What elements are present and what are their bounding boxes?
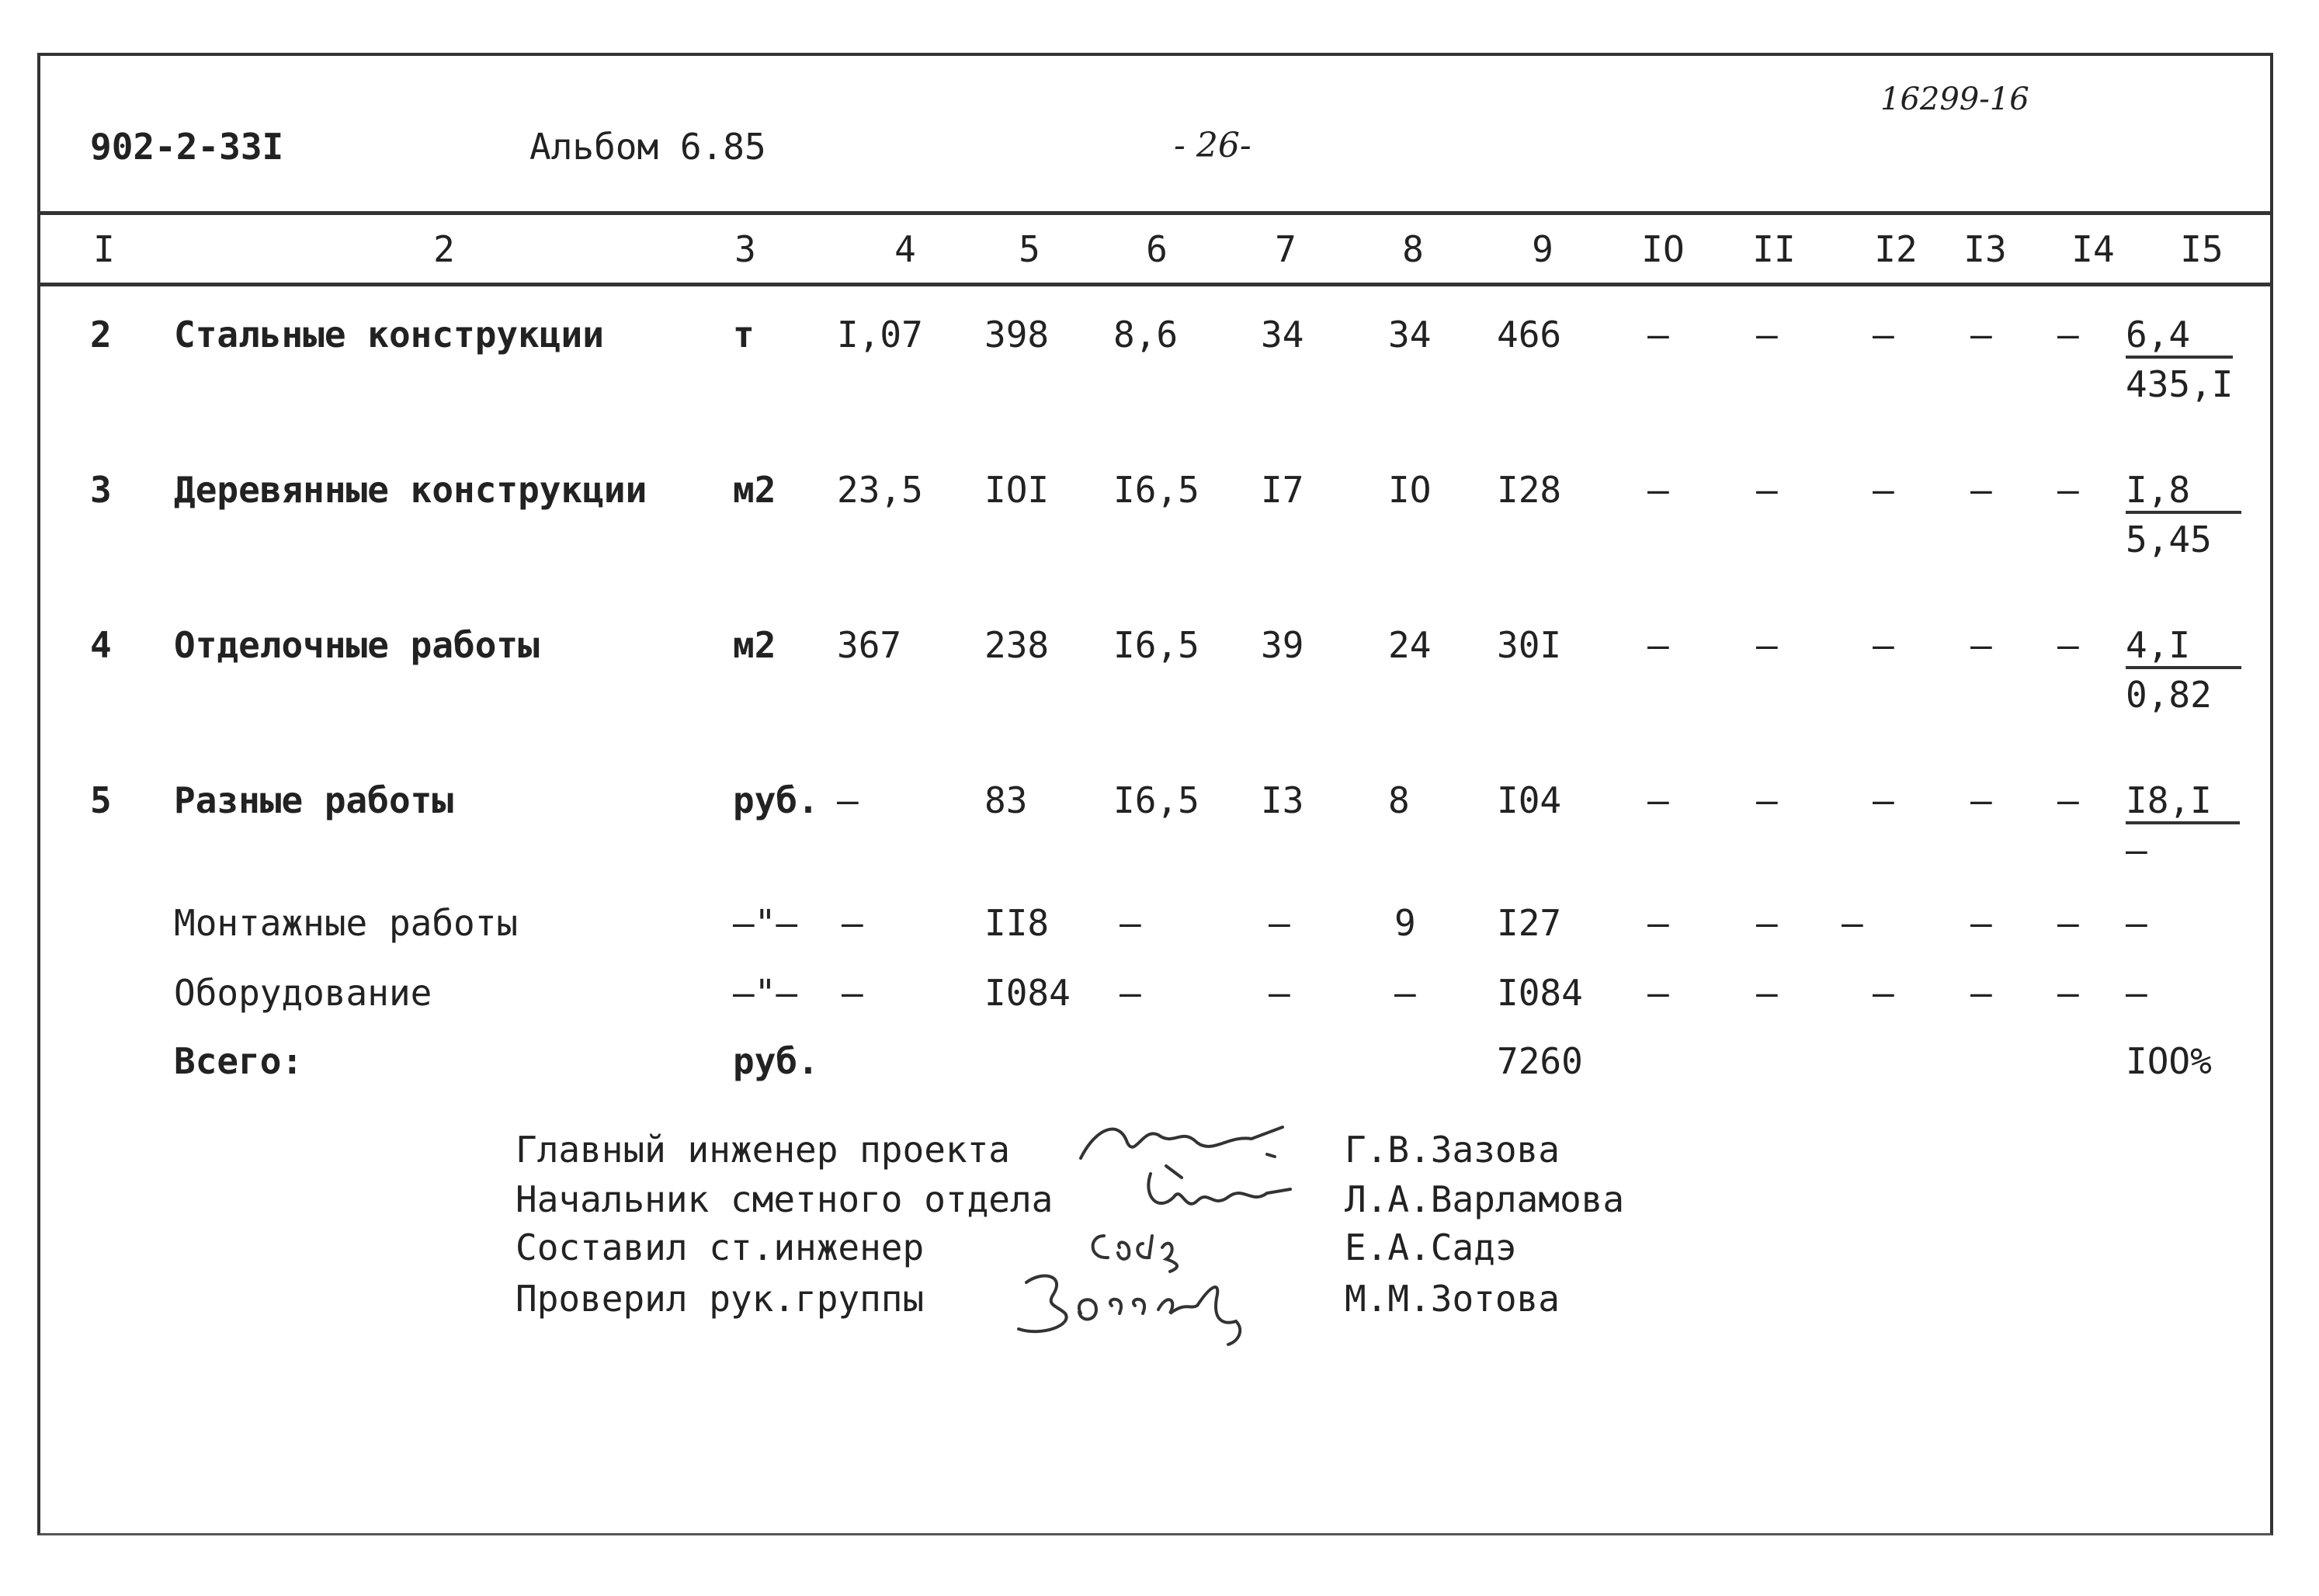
cell: I084 bbox=[1497, 972, 1583, 1014]
dash-cell: – bbox=[1394, 972, 1416, 1014]
fraction-denominator: 5,45 bbox=[2126, 519, 2212, 560]
dash-cell: – bbox=[1756, 624, 1778, 666]
cell: I3 bbox=[1261, 779, 1304, 821]
quantity: I,07 bbox=[837, 314, 923, 356]
fraction-numerator: 6,4 bbox=[2126, 317, 2233, 359]
header-rule bbox=[40, 211, 2270, 215]
column-number: I5 bbox=[2180, 228, 2224, 270]
total-label: Всего: bbox=[174, 1040, 304, 1082]
cell: IO bbox=[1388, 469, 1432, 511]
cell: 83 bbox=[984, 779, 1028, 821]
cell: II8 bbox=[984, 902, 1050, 944]
dash-cell: – bbox=[1647, 314, 1669, 356]
row-number: 5 bbox=[90, 779, 112, 821]
dash-cell: – bbox=[842, 902, 863, 944]
fraction-denominator: 0,82 bbox=[2126, 674, 2212, 716]
dash-cell: – bbox=[1647, 469, 1669, 511]
cell: I6,5 bbox=[1113, 624, 1199, 666]
row-number: 3 bbox=[90, 469, 112, 511]
signature-role: Главный инженер проекта bbox=[516, 1129, 1010, 1171]
fraction-numerator: 4,I bbox=[2126, 627, 2241, 669]
unit: т bbox=[733, 314, 755, 356]
dash-cell: – bbox=[1970, 972, 1992, 1014]
work-name: Разные работы bbox=[174, 779, 454, 821]
fraction-numerator: I,8 bbox=[2126, 472, 2241, 514]
dash-cell: – bbox=[842, 972, 863, 1014]
column-number: 9 bbox=[1532, 228, 1554, 270]
cell: 238 bbox=[984, 624, 1050, 666]
album-label: Альбом 6.85 bbox=[529, 126, 766, 168]
column-number: I2 bbox=[1874, 228, 1918, 270]
share-fraction bbox=[2126, 624, 2241, 716]
dash-cell: – bbox=[1873, 624, 1894, 666]
dash-cell: – bbox=[2057, 314, 2079, 356]
column-number: I4 bbox=[2071, 228, 2115, 270]
dash-cell: – bbox=[1970, 779, 1992, 821]
fraction-denominator: – bbox=[2126, 829, 2147, 871]
page-number: - 26- bbox=[1174, 126, 1251, 165]
signatory-name: Г.В.Зазова bbox=[1345, 1129, 1560, 1171]
archive-stamp-number: 16299-16 bbox=[1880, 82, 2029, 117]
row-number: 2 bbox=[90, 314, 112, 356]
dash-cell: – bbox=[1269, 972, 1290, 1014]
signature-zotova bbox=[1011, 1251, 1267, 1352]
quantity: 367 bbox=[837, 624, 902, 666]
cell: 398 bbox=[984, 314, 1050, 356]
cell: 8 bbox=[1388, 779, 1410, 821]
dash-cell: – bbox=[1756, 779, 1778, 821]
work-name: Стальные конструкции bbox=[174, 314, 604, 356]
signatory-name: Е.А.Садэ bbox=[1345, 1226, 1517, 1268]
row-number: 4 bbox=[90, 624, 112, 666]
dash-cell: – bbox=[1970, 469, 1992, 511]
dash-cell: – bbox=[1647, 972, 1669, 1014]
dash-cell: – bbox=[2126, 902, 2147, 944]
document-sheet bbox=[37, 53, 2273, 1535]
dash-cell: – bbox=[1756, 972, 1778, 1014]
total-cost: 7260 bbox=[1497, 1040, 1583, 1082]
document-code: 902-2-33I bbox=[90, 126, 284, 168]
cell: 34 bbox=[1261, 314, 1304, 356]
quantity: 23,5 bbox=[837, 469, 923, 511]
dash-cell: – bbox=[1970, 314, 1992, 356]
work-name: Отделочные работы bbox=[174, 624, 540, 666]
column-number: 6 bbox=[1146, 228, 1168, 270]
signature-varlamova bbox=[1135, 1158, 1306, 1228]
signature-role: Проверил рук.группы bbox=[516, 1278, 925, 1320]
dash-cell: – bbox=[2057, 779, 2079, 821]
dash-cell: – bbox=[1647, 902, 1669, 944]
total-share: IOO% bbox=[2126, 1040, 2212, 1082]
unit: руб. bbox=[733, 1040, 819, 1082]
dash-cell: – bbox=[1873, 972, 1894, 1014]
share-fraction bbox=[2126, 314, 2234, 405]
dash-cell: – bbox=[1873, 314, 1894, 356]
dash-cell: – bbox=[1842, 902, 1863, 944]
dash-cell: – bbox=[2057, 469, 2079, 511]
cell: 39 bbox=[1261, 624, 1304, 666]
work-name: Деревянные конструкции bbox=[174, 469, 647, 511]
dash-cell: – bbox=[1970, 624, 1992, 666]
dash-cell: – bbox=[2057, 972, 2079, 1014]
signatory-name: Л.А.Варламова bbox=[1345, 1178, 1625, 1220]
cell: IOI bbox=[984, 469, 1050, 511]
unit: –"– bbox=[733, 902, 798, 944]
fraction-denominator: 435,I bbox=[2126, 363, 2234, 405]
dash-cell: – bbox=[2057, 902, 2079, 944]
column-number: 3 bbox=[734, 228, 756, 270]
dash-cell: – bbox=[1970, 902, 1992, 944]
cell: I6,5 bbox=[1113, 779, 1199, 821]
unit: м2 bbox=[733, 624, 776, 666]
cell: I04 bbox=[1497, 779, 1562, 821]
cell: I28 bbox=[1497, 469, 1562, 511]
cell: I7 bbox=[1261, 469, 1304, 511]
unit: м2 bbox=[733, 469, 776, 511]
dash-cell: – bbox=[1756, 902, 1778, 944]
unit: руб. bbox=[733, 779, 819, 821]
dash-cell: – bbox=[2126, 972, 2147, 1014]
cell: 466 bbox=[1497, 314, 1562, 356]
signature-role: Составил ст.инженер bbox=[516, 1226, 925, 1268]
work-name: Оборудование bbox=[174, 972, 432, 1014]
dash-cell: – bbox=[1647, 624, 1669, 666]
dash-cell: – bbox=[1756, 314, 1778, 356]
dash-cell: – bbox=[1756, 469, 1778, 511]
column-number: 7 bbox=[1275, 228, 1297, 270]
work-name: Монтажные работы bbox=[174, 902, 519, 944]
share-fraction bbox=[2126, 469, 2241, 560]
fraction-numerator: I8,I bbox=[2126, 782, 2240, 824]
share-fraction bbox=[2126, 779, 2240, 871]
column-number: IO bbox=[1641, 228, 1685, 270]
column-number: 2 bbox=[433, 228, 455, 270]
cell: 8,6 bbox=[1113, 314, 1179, 356]
dash-cell: – bbox=[1647, 779, 1669, 821]
cell: I27 bbox=[1497, 902, 1562, 944]
dash-cell: – bbox=[2057, 624, 2079, 666]
cell: 30I bbox=[1497, 624, 1562, 666]
column-number: I3 bbox=[1963, 228, 2007, 270]
unit: –"– bbox=[733, 972, 798, 1014]
cell: 34 bbox=[1388, 314, 1432, 356]
cell: 24 bbox=[1388, 624, 1432, 666]
cell: 9 bbox=[1394, 902, 1416, 944]
column-number: II bbox=[1752, 228, 1796, 270]
column-number: 4 bbox=[894, 228, 916, 270]
column-number-rule bbox=[40, 283, 2270, 286]
cell: I6,5 bbox=[1113, 469, 1199, 511]
cell: I084 bbox=[984, 972, 1071, 1014]
quantity: – bbox=[837, 779, 859, 821]
dash-cell: – bbox=[1120, 972, 1141, 1014]
dash-cell: – bbox=[1269, 902, 1290, 944]
column-number: 5 bbox=[1019, 228, 1040, 270]
column-number: 8 bbox=[1402, 228, 1424, 270]
signature-role: Начальник сметного отдела bbox=[516, 1178, 1054, 1220]
dash-cell: – bbox=[1120, 902, 1141, 944]
dash-cell: – bbox=[1873, 469, 1894, 511]
signatory-name: М.М.Зотова bbox=[1345, 1278, 1560, 1320]
dash-cell: – bbox=[1873, 779, 1894, 821]
column-number: I bbox=[93, 228, 115, 270]
